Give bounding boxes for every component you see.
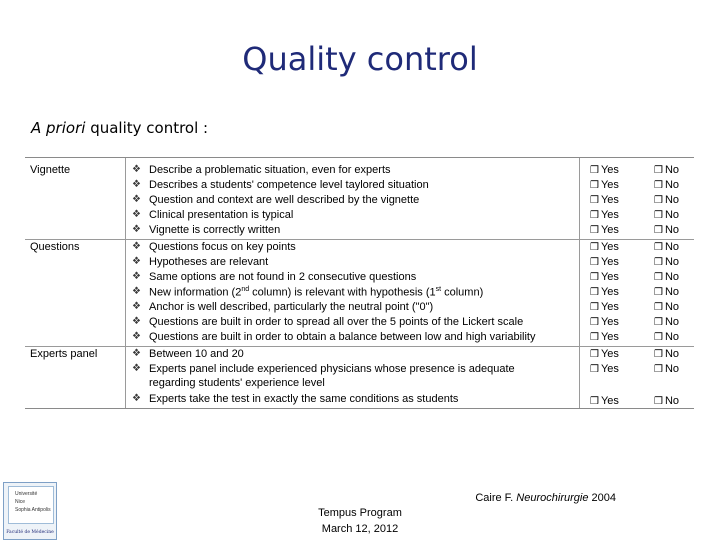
criterion-text-part: column) <box>441 286 484 299</box>
no-checkbox[interactable] <box>654 286 679 298</box>
list-item <box>25 224 694 239</box>
yes-checkbox[interactable] <box>590 395 619 407</box>
section-subtitle <box>31 119 208 137</box>
yes-checkbox[interactable] <box>590 194 619 206</box>
ordinal-suffix: nd <box>241 286 250 293</box>
checkbox-icon: ❒ <box>590 180 599 191</box>
diamond-bullet-icon: ❖ <box>132 241 141 252</box>
diamond-bullet-icon: ❖ <box>132 209 141 220</box>
checkbox-icon: ❒ <box>654 195 663 206</box>
no-checkbox[interactable] <box>654 348 679 360</box>
no-label: No <box>664 301 680 313</box>
list-item <box>25 316 694 331</box>
checkbox-icon: ❒ <box>590 364 599 375</box>
criterion-text-continued: regarding students' experience level <box>149 377 325 389</box>
yes-label: Yes <box>600 348 619 360</box>
ordinal-suffix: st <box>435 286 442 293</box>
checkbox-icon: ❒ <box>654 396 663 407</box>
criterion-text: Describes a students' competence level taylored situation <box>149 179 429 191</box>
footer-date: March 12, 2012 <box>321 523 399 535</box>
criterion-text-part: column) is relevant with hypothesis (1 <box>249 286 436 299</box>
yes-checkbox[interactable] <box>590 164 619 176</box>
checkbox-icon: ❒ <box>654 349 663 360</box>
no-checkbox[interactable] <box>654 209 679 221</box>
yes-checkbox[interactable] <box>590 363 619 375</box>
checkbox-icon: ❒ <box>654 210 663 221</box>
no-label: No <box>664 164 680 176</box>
criterion-text <box>149 286 483 299</box>
checkbox-icon: ❒ <box>590 272 599 283</box>
yes-checkbox[interactable] <box>590 224 619 236</box>
yes-checkbox[interactable] <box>590 316 619 328</box>
yes-label: Yes <box>600 395 619 407</box>
list-item <box>25 363 694 393</box>
checkbox-icon: ❒ <box>654 180 663 191</box>
list-item <box>25 393 694 408</box>
no-label: No <box>664 224 680 236</box>
criterion-text: Clinical presentation is typical <box>149 209 294 221</box>
diamond-bullet-icon: ❖ <box>132 256 141 267</box>
checkbox-icon: ❒ <box>590 302 599 313</box>
yes-label: Yes <box>600 224 619 236</box>
list-item <box>25 241 694 256</box>
yes-checkbox[interactable] <box>590 241 619 253</box>
checkbox-icon: ❒ <box>590 287 599 298</box>
diamond-bullet-icon: ❖ <box>132 363 141 374</box>
yes-label: Yes <box>600 179 619 191</box>
no-label: No <box>664 395 680 407</box>
checkbox-icon: ❒ <box>590 349 599 360</box>
no-checkbox[interactable] <box>654 363 679 375</box>
list-item <box>25 194 694 209</box>
checkbox-icon: ❒ <box>654 242 663 253</box>
no-checkbox[interactable] <box>654 256 679 268</box>
checkbox-icon: ❒ <box>590 242 599 253</box>
no-label: No <box>664 241 680 253</box>
category-experts-panel: Experts panel <box>30 348 98 360</box>
list-item <box>25 164 694 179</box>
no-label: No <box>664 194 680 206</box>
checkbox-icon: ❒ <box>590 210 599 221</box>
no-checkbox[interactable] <box>654 241 679 253</box>
criterion-text: Anchor is well described, particularly the neutral point ("0") <box>149 301 434 313</box>
checkbox-icon: ❒ <box>654 287 663 298</box>
checkbox-icon: ❒ <box>590 396 599 407</box>
yes-checkbox[interactable] <box>590 209 619 221</box>
criterion-text: Describe a problematic situation, even for experts <box>149 164 391 176</box>
diamond-bullet-icon: ❖ <box>132 179 141 190</box>
yes-label: Yes <box>600 271 619 283</box>
no-checkbox[interactable] <box>654 395 679 407</box>
checkbox-icon: ❒ <box>590 165 599 176</box>
category-vignette: Vignette <box>30 164 71 176</box>
diamond-bullet-icon: ❖ <box>132 331 141 342</box>
footer-program: Tempus Program <box>318 507 402 519</box>
yes-label: Yes <box>600 316 619 328</box>
checkbox-icon: ❒ <box>590 195 599 206</box>
logo-emblem <box>8 486 54 524</box>
checkbox-icon: ❒ <box>590 332 599 343</box>
yes-label: Yes <box>600 194 619 206</box>
diamond-bullet-icon: ❖ <box>132 348 141 359</box>
no-checkbox[interactable] <box>654 301 679 313</box>
no-label: No <box>664 209 680 221</box>
no-checkbox[interactable] <box>654 164 679 176</box>
no-checkbox[interactable] <box>654 224 679 236</box>
category-questions: Questions <box>30 241 80 253</box>
checkbox-icon: ❒ <box>654 165 663 176</box>
logo-text: Sophia Antipolis <box>15 507 51 513</box>
criterion-text: Questions are built in order to obtain a balance between low and high variability <box>149 331 536 343</box>
citation <box>475 492 616 504</box>
no-label: No <box>664 331 680 343</box>
yes-checkbox[interactable] <box>590 286 619 298</box>
row-divider <box>25 346 694 347</box>
yes-label: Yes <box>600 241 619 253</box>
checkbox-icon: ❒ <box>654 364 663 375</box>
yes-checkbox[interactable] <box>590 348 619 360</box>
yes-checkbox[interactable] <box>590 301 619 313</box>
list-item <box>25 286 694 301</box>
criterion-text: Hypotheses are relevant <box>149 256 269 268</box>
list-item <box>25 256 694 271</box>
checkbox-icon: ❒ <box>654 257 663 268</box>
logo-faculty-text: Faculté de Médecine <box>6 530 54 535</box>
list-item <box>25 348 694 363</box>
subtitle-italic: A priori <box>31 119 86 137</box>
list-item <box>25 209 694 224</box>
criterion-text: Questions focus on key points <box>149 241 296 253</box>
criterion-text: Experts take the test in exactly the same conditions as students <box>149 393 459 405</box>
no-checkbox[interactable] <box>654 316 679 328</box>
diamond-bullet-icon: ❖ <box>132 286 141 297</box>
diamond-bullet-icon: ❖ <box>132 194 141 205</box>
no-label: No <box>664 179 680 191</box>
diamond-bullet-icon: ❖ <box>132 393 141 404</box>
list-item <box>25 301 694 316</box>
logo-text: Université <box>15 491 38 497</box>
no-label: No <box>664 363 680 375</box>
yes-checkbox[interactable] <box>590 179 619 191</box>
citation-journal: Neurochirurgie <box>516 492 589 504</box>
yes-label: Yes <box>600 209 619 221</box>
criterion-text-part: New information (2 <box>149 286 242 299</box>
checkbox-icon: ❒ <box>590 225 599 236</box>
yes-label: Yes <box>600 164 619 176</box>
yes-label: Yes <box>600 363 619 375</box>
checkbox-icon: ❒ <box>654 272 663 283</box>
diamond-bullet-icon: ❖ <box>132 271 141 282</box>
yes-checkbox[interactable] <box>590 331 619 343</box>
yes-label: Yes <box>600 301 619 313</box>
checkbox-icon: ❒ <box>654 225 663 236</box>
university-logo <box>3 482 57 540</box>
no-label: No <box>664 256 680 268</box>
citation-author: Caire F. <box>475 492 514 504</box>
checkbox-icon: ❒ <box>654 317 663 328</box>
logo-text: Nice <box>15 499 26 505</box>
no-label: No <box>664 316 680 328</box>
checkbox-icon: ❒ <box>590 257 599 268</box>
citation-year: 2004 <box>591 492 616 504</box>
no-checkbox[interactable] <box>654 271 679 283</box>
criterion-text: Question and context are well described by the vignette <box>149 194 420 206</box>
footer <box>300 505 420 537</box>
subtitle-text: quality control : <box>90 119 209 137</box>
no-checkbox[interactable] <box>654 179 679 191</box>
criterion-text: Vignette is correctly written <box>149 224 281 236</box>
no-label: No <box>664 286 680 298</box>
yes-label: Yes <box>600 331 619 343</box>
quality-checklist-table <box>25 157 694 409</box>
list-item <box>25 331 694 346</box>
yes-checkbox[interactable] <box>590 256 619 268</box>
criterion-text: Same options are not found in 2 consecutive questions <box>149 271 417 283</box>
list-item <box>25 179 694 194</box>
checkbox-icon: ❒ <box>590 317 599 328</box>
no-checkbox[interactable] <box>654 331 679 343</box>
slide-title: Quality control <box>242 40 478 78</box>
row-divider <box>25 239 694 240</box>
criterion-text: Experts panel include experienced physicians whose presence is adequate <box>149 363 515 375</box>
yes-checkbox[interactable] <box>590 271 619 283</box>
diamond-bullet-icon: ❖ <box>132 164 141 175</box>
checkbox-icon: ❒ <box>654 302 663 313</box>
list-item <box>25 271 694 286</box>
diamond-bullet-icon: ❖ <box>132 316 141 327</box>
diamond-bullet-icon: ❖ <box>132 224 141 235</box>
checkbox-icon: ❒ <box>654 332 663 343</box>
yes-label: Yes <box>600 286 619 298</box>
no-label: No <box>664 348 680 360</box>
criterion-text: Questions are built in order to spread all over the 5 points of the Lickert scale <box>149 316 524 328</box>
yes-label: Yes <box>600 256 619 268</box>
no-checkbox[interactable] <box>654 194 679 206</box>
no-label: No <box>664 271 680 283</box>
diamond-bullet-icon: ❖ <box>132 301 141 312</box>
criterion-text: Between 10 and 20 <box>149 348 244 360</box>
